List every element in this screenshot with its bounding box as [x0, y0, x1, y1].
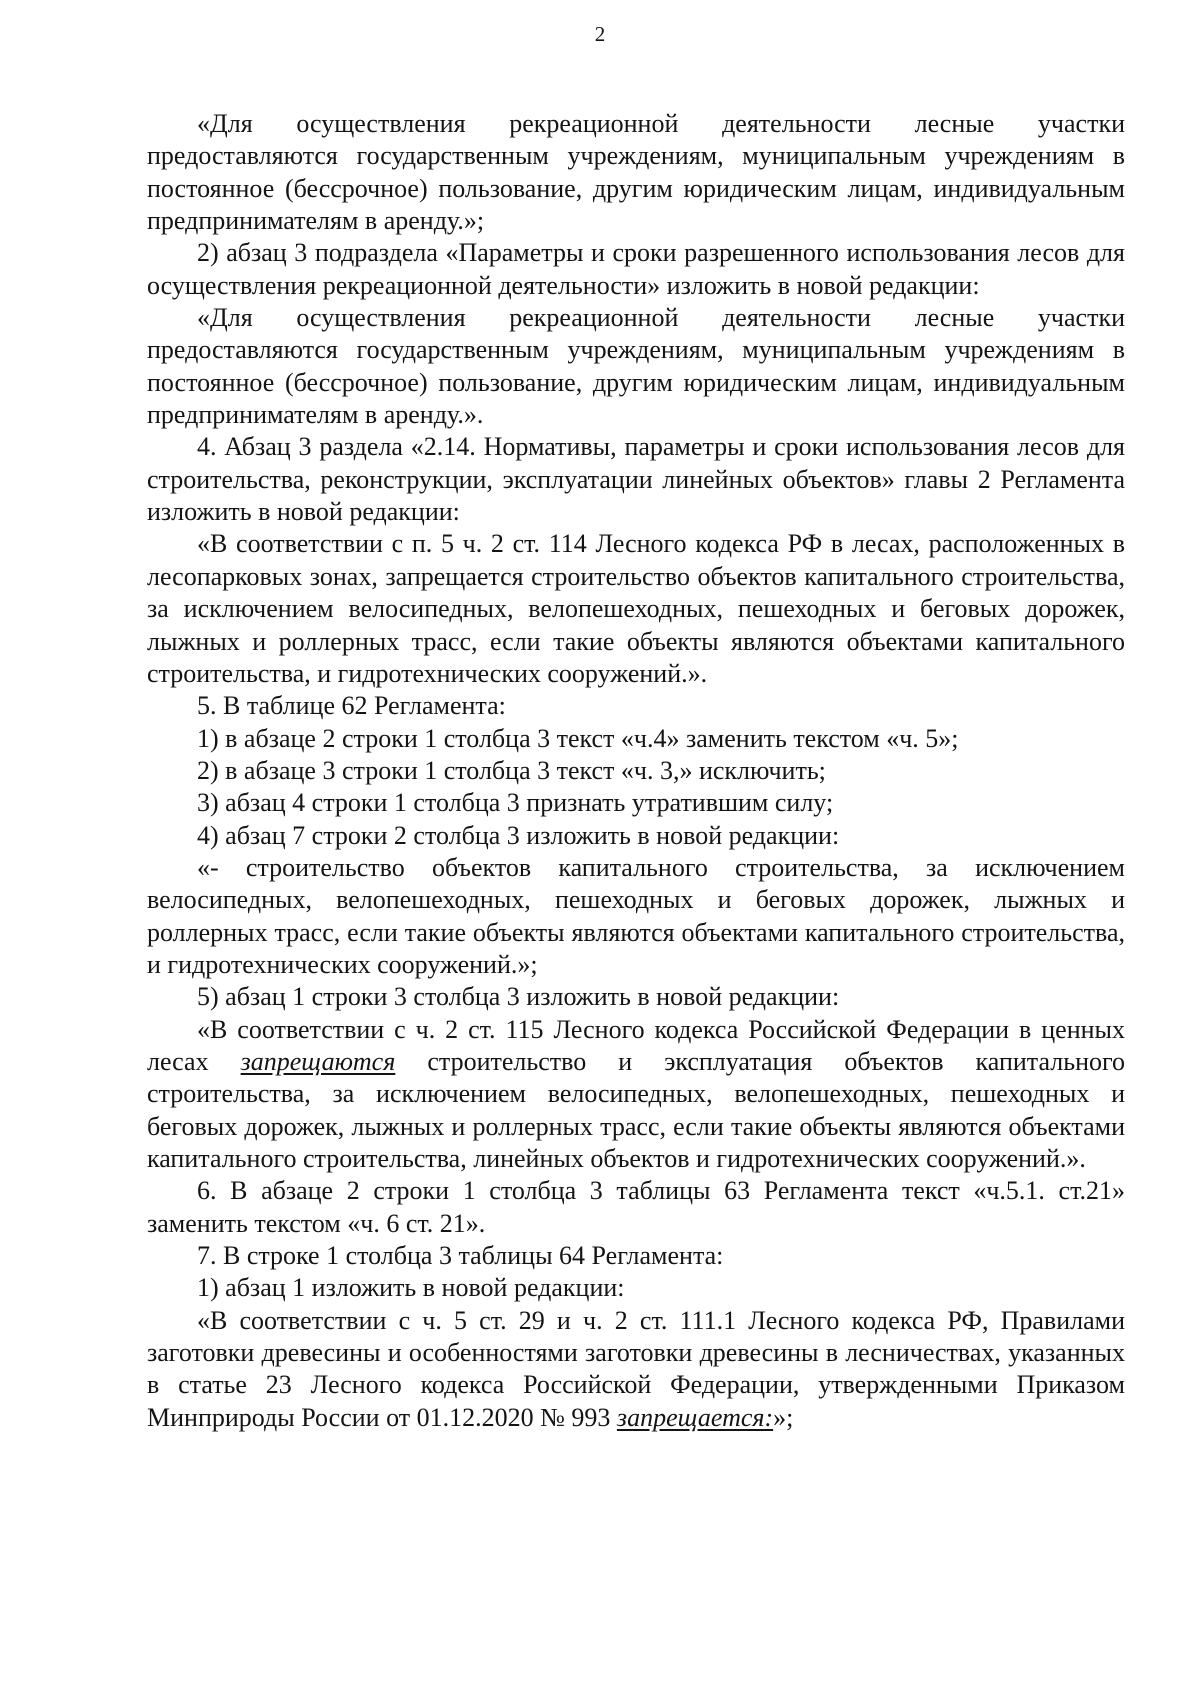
paragraph-item-5-table-62	[147, 690, 1125, 722]
text-run: 5. В таблице 62 Регламента:	[197, 691, 506, 721]
text-run: 2) абзац 3 подраздела «Параметры и сроки разрешенного использования лесов для осуществления рекреационной деятельности» изложить в новой редакции:	[147, 238, 1125, 300]
paragraph-subitem-3	[147, 787, 1125, 819]
paragraph-subitem-4	[147, 820, 1125, 852]
paragraph-subitem-5	[147, 981, 1125, 1013]
paragraph-item-2-recreation-params	[147, 237, 1125, 302]
text-run: строительство и эксплуатация объектов капитального строительства, за исключением велосипедных, велопешеходных, пешеходных и беговых дорожек, лыжных и роллерных трасс, если такие объекты являются объектами капитального строительства, линейных объектов и гидротехнических сооружений.».	[147, 1046, 1126, 1173]
document-body	[147, 108, 1125, 1434]
text-run: «В соответствии с п. 5 ч. 2 ст. 114 Лесного кодекса РФ в лесах, расположенных в лесопарковых зонах, запрещается строительство объектов капитального строительства, за исключением велосипедных, велопешеходных, пешеходных и беговых дорожек, лыжных и роллерных трасс, если такие объекты являются объектами капитального строительства, и гидротехнических сооружений.».	[147, 529, 1125, 688]
text-run: 4) абзац 7 строки 2 столбца 3 изложить в новой редакции:	[197, 820, 840, 850]
paragraph-item-4-section-2-14	[147, 431, 1125, 528]
text-run: «Для осуществления рекреационной деятельности лесные участки предоставляются государственным учреждениям, муниципальным учреждениям в постоянное (бессрочное) пользование, другим юридическим лицам, индивидуальным предпринимателям в аренду.».	[147, 303, 1125, 430]
text-run: 7. В строке 1 столбца 3 таблицы 64 Регламента:	[197, 1241, 724, 1271]
text-run: 2) в абзаце 3 строки 1 столбца 3 текст «ч. 3,» исключить;	[197, 755, 826, 785]
page-number: 2	[594, 22, 606, 46]
paragraph-subitem-1-abzac	[147, 1272, 1125, 1304]
paragraph-recreation-quote-2	[147, 302, 1125, 431]
paragraph-subitem-2	[147, 755, 1125, 787]
text-run: 1) абзац 1 изложить в новой редакции:	[197, 1273, 625, 1303]
text-run: 5) абзац 1 строки 3 столбца 3 изложить в новой редакции:	[197, 982, 840, 1012]
paragraph-subitem-1	[147, 723, 1125, 755]
emphasized-word: запрещается:	[616, 1402, 774, 1432]
text-run: 6. В абзаце 2 строки 1 столбца 3 таблицы 63 Регламента текст «ч.5.1. ст.21» заменить текстом «ч. 6 ст. 21».	[147, 1176, 1125, 1238]
text-run: «В соответствии с ч. 5 ст. 29 и ч. 2 ст. 111.1 Лесного кодекса РФ, Правилами заготовки древесины и особенностями заготовки древесины в лесничествах, указанных в статье 23 Лесного кодекса Российской Федерации, утвержденными Приказом Минприроды России от 01.12.2020 № 993	[147, 1305, 1125, 1432]
text-run: «Для осуществления рекреационной деятельности лесные участки предоставляются государственным учреждениям, муниципальным учреждениям в постоянное (бессрочное) пользование, другим юридическим лицам, индивидуальным предпринимателям в аренду.»;	[147, 109, 1125, 236]
emphasized-word: запрещаются	[240, 1046, 396, 1076]
paragraph-construction-quote	[147, 852, 1125, 981]
paragraph-item-7-table-64	[147, 1240, 1125, 1272]
text-run: «В соответствии с ч. 2 ст. 115 Лесного кодекса Российской Федерации в ценных лесах	[147, 1014, 1125, 1076]
paragraph-forest-park-quote	[147, 528, 1125, 690]
text-run: 4. Абзац 3 раздела «2.14. Нормативы, параметры и сроки использования лесов для строительства, реконструкции, эксплуатации линейных объектов» главы 2 Регламента изложить в новой редакции:	[147, 432, 1125, 527]
paragraph-item-6-table-63	[147, 1175, 1125, 1240]
paragraph-timber-harvest-quote	[147, 1305, 1125, 1434]
text-run: 3) абзац 4 строки 1 столбца 3 признать утратившим силу;	[197, 788, 834, 818]
text-run: »;	[773, 1402, 794, 1432]
paragraph-recreation-quote-1	[147, 108, 1125, 237]
text-run: «- строительство объектов капитального строительства, за исключением велосипедных, велопешеходных, пешеходных и беговых дорожек, лыжных и роллерных трасс, если такие объекты являются объектами капитального строительства, и гидротехнических сооружений.»;	[147, 852, 1125, 979]
text-run: 1) в абзаце 2 строки 1 столбца 3 текст «ч.4» заменить текстом «ч. 5»;	[197, 723, 959, 753]
paragraph-valuable-forests-quote	[147, 1014, 1125, 1176]
